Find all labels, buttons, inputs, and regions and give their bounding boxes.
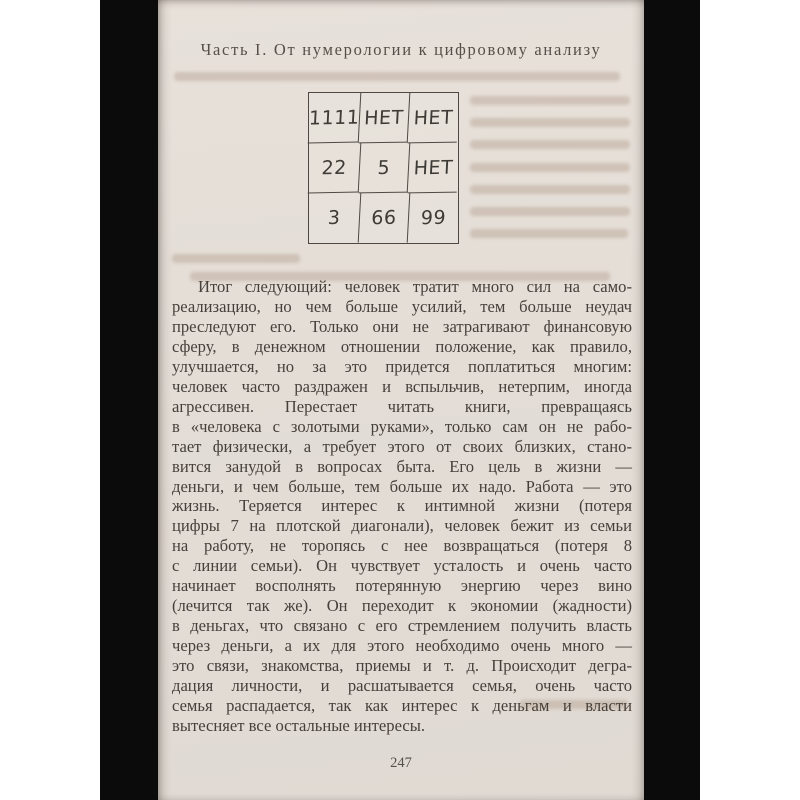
body-line: вится занудой в вопросах быта. Его цель в жизни —	[172, 456, 632, 476]
matrix-cell: 5	[359, 143, 410, 194]
body-line: вытесняет все остальные интересы.	[172, 715, 426, 735]
matrix-cell: НЕТ	[408, 143, 460, 194]
psychomatrix-table	[308, 92, 459, 244]
body-line: на работу, не торопясь с нее возвращаться (потеря 8	[172, 536, 632, 556]
matrix-cell: 22	[308, 143, 362, 194]
body-line: человек часто раздражен и вспыльчив, нетерпим, иногда	[172, 376, 632, 396]
body-line: сферу, в денежном отношении положение, как правило,	[172, 336, 632, 356]
body-line: через деньги, а их для этого необходимо очень много —	[172, 636, 632, 656]
book-page	[158, 0, 644, 800]
body-line: в «человека с золотыми руками», только сам он не рабо-	[172, 416, 632, 436]
running-head: Часть I. От нумерологии к цифровому анализу	[200, 40, 602, 59]
matrix-cell: 99	[420, 206, 447, 230]
body-line: реализацию, но чем больше усилий, тем больше неудач	[172, 296, 632, 316]
body-line: (лечится так же). Он переходит к экономии (жадности)	[172, 596, 632, 616]
body-line: дация личности, и расшатывается семья, очень часто	[172, 676, 632, 696]
body-line: начинает восполнять потерянную энергию через вино	[172, 576, 632, 596]
body-line: улучшается, но за это придется поплатиться многим:	[172, 356, 632, 376]
body-line: жизнь. Теряется интерес к интимной жизни (потеря	[172, 496, 632, 516]
page-number: 247	[390, 755, 412, 771]
matrix-cell: НЕТ	[408, 93, 460, 144]
matrix-cell: 1111	[308, 93, 362, 144]
body-line: цифры 7 на плотской диагонали), человек бежит из семьи	[172, 516, 632, 536]
body-line: тает физически, а требует этого от своих близких, стано-	[172, 436, 632, 456]
body-line: в деньгах, что связано с его стремлением получить власть	[172, 616, 632, 636]
body-line: преследуют его. Только они не затрагивают финансовую	[172, 316, 632, 336]
body-line: это связи, знакомства, приемы и т. д. Происходит дегра-	[172, 656, 632, 676]
body-line: Итог следующий: человек тратит много сил на само-	[198, 277, 632, 296]
matrix-cell: 66	[359, 193, 410, 244]
body-line: агрессивен. Перестает читать книги, превращаясь	[172, 396, 632, 416]
body-line: семья распадается, так как интерес к деньгам и власти	[172, 696, 632, 716]
body-paragraph	[172, 277, 632, 736]
matrix-cell: НЕТ	[359, 93, 410, 144]
body-line: с линии семьи). Он чувствует усталость и очень часто	[172, 556, 632, 576]
matrix-cell: 3	[308, 193, 362, 244]
body-line: деньги, и чем больше, тем больше их надо. Работа — это	[172, 476, 632, 496]
